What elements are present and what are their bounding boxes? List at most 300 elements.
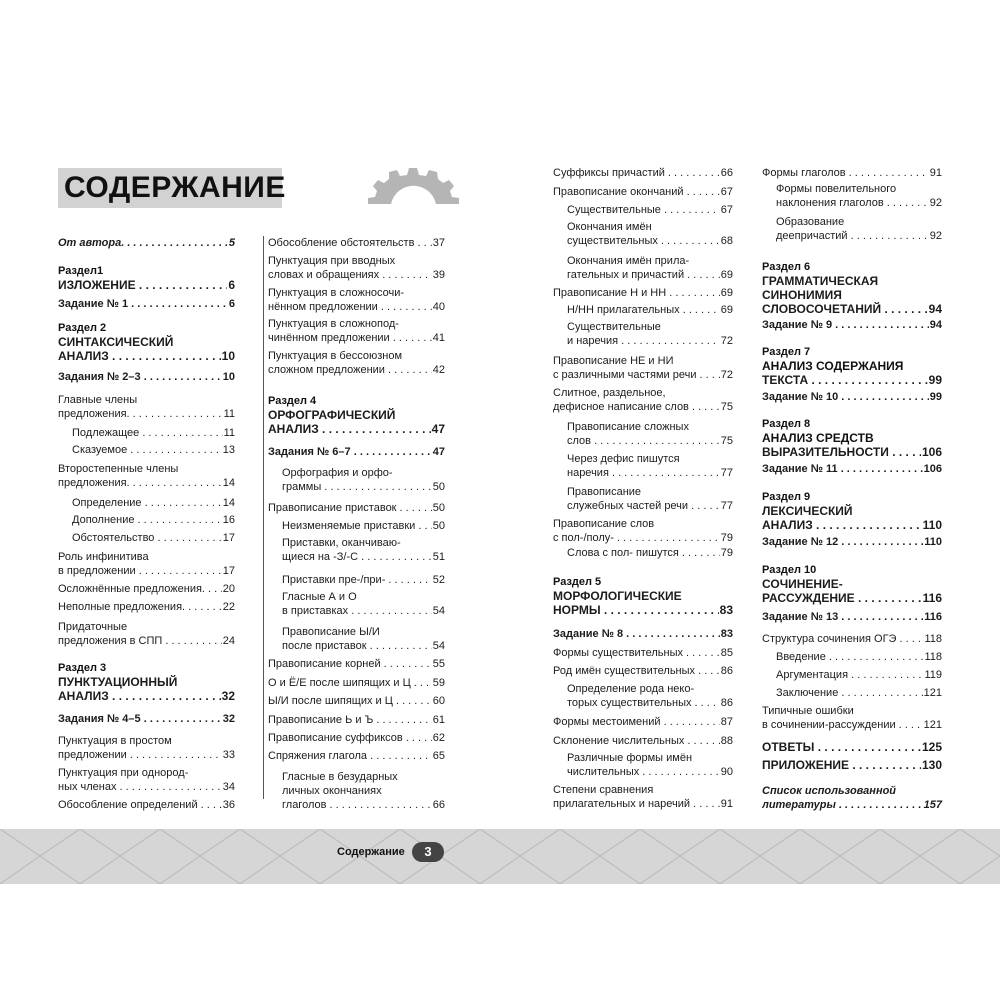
toc-page-number: 92 [929, 230, 942, 242]
toc-section-heading [58, 321, 235, 335]
toc-entry-text: граммы . . . [282, 480, 432, 494]
toc-page-number: 33 [222, 749, 235, 761]
toc-section-line: Раздел 7 [762, 346, 811, 358]
toc-entry-text: АНАЛИЗ . . . [268, 422, 431, 436]
toc-page-number: 61 [432, 714, 445, 726]
toc-entry-неполные-предложения[interactable] [58, 600, 235, 614]
toc-entry-text: Пунктуация в сложнопод- [268, 318, 399, 330]
toc-page-number: 41 [432, 332, 445, 344]
toc-entry-орфография-и-орфо[interactable] [282, 466, 445, 494]
toc-entry-н-нн-прилагательных[interactable] [567, 303, 733, 317]
toc-entry-задания-6-7[interactable] [268, 445, 445, 459]
toc-page-number: 40 [432, 301, 445, 313]
toc-entry-выразительности[interactable] [762, 445, 942, 459]
toc-page-number: 20 [222, 583, 235, 595]
toc-page-number: 87 [720, 716, 733, 728]
toc-page-number: 66 [432, 799, 445, 811]
toc-entry-формы-местоимений[interactable] [553, 715, 733, 729]
toc-entry-text: Окончания имён [567, 221, 652, 233]
toc-entry-text: ОТВЕТЫ . . . [762, 740, 921, 754]
toc-entry-ответы[interactable] [762, 740, 942, 754]
toc-page-number: 77 [720, 500, 733, 512]
footer-section-label: Содержание [337, 846, 405, 858]
toc-page-number: 34 [222, 781, 235, 793]
toc-page-number: 67 [720, 204, 733, 216]
toc-entry-задание-1[interactable] [58, 297, 235, 311]
toc-entry-text: Определение . . . [72, 496, 222, 510]
page-number-badge: 3 [412, 842, 444, 862]
toc-entry-text: в приставках . . . [282, 604, 432, 618]
toc-entry-осложнённые-предложения[interactable] [58, 582, 235, 596]
toc-entry-сочинение[interactable] [762, 577, 942, 605]
toc-section-line: Раздел 3 [58, 662, 107, 674]
toc-entry-орфографический[interactable] [268, 408, 445, 436]
toc-entry-задание-11[interactable] [762, 462, 942, 476]
toc-entry-пунктуация-в-простом[interactable] [58, 734, 235, 762]
toc-entry-text: Обособление обстоятельств . . . [268, 236, 432, 250]
toc-section-heading [762, 490, 942, 504]
toc-page-number: 16 [222, 514, 235, 526]
toc-entry-синтаксический[interactable] [58, 335, 235, 363]
toc-entry-пунктуационный[interactable] [58, 675, 235, 703]
page-title: СОДЕРЖАНИЕ [58, 168, 282, 208]
toc-entry-text: Правописание окончаний . . . [553, 185, 720, 199]
toc-entry-окончания-имён-прила[interactable] [567, 254, 733, 282]
toc-entry-text: предложения. . . . [58, 407, 223, 421]
toc-entry-подлежащее[interactable] [72, 426, 235, 440]
toc-page-number: 37 [432, 237, 445, 249]
toc-page-number: 54 [432, 605, 445, 617]
toc-entry-text: после приставок . . . [282, 639, 432, 653]
toc-entry-правописание[interactable] [567, 485, 733, 513]
toc-entry-text: нённом предложении . . . [268, 300, 432, 314]
toc-entry-главные-члены[interactable] [58, 393, 235, 421]
toc-entry-степени-сравнения[interactable] [553, 783, 733, 811]
toc-entry-изложение[interactable] [58, 278, 235, 292]
toc-entry-определение-рода-неко[interactable] [567, 682, 733, 710]
toc-entry-text: Гласные А и О [282, 591, 357, 603]
toc-entry-определение[interactable] [72, 496, 235, 510]
toc-entry-text: Неполные предложения. . . . [58, 600, 222, 614]
toc-page-number: 47 [432, 446, 445, 458]
toc-entry-пунктуация-в-сложнопод[interactable] [268, 317, 445, 345]
toc-section-heading [553, 575, 733, 589]
toc-page-number: 94 [928, 302, 942, 316]
toc-entry-неизменяемые-приставки[interactable] [282, 519, 445, 533]
toc-entry-text: Неизменяемые приставки . . . [282, 519, 432, 533]
toc-entry-text: слов . . . [567, 434, 720, 448]
toc-entry-пунктуация-при-вводных[interactable] [268, 254, 445, 282]
toc-page-number: 91 [929, 167, 942, 179]
toc-section-heading [762, 563, 942, 577]
toc-section-heading [762, 417, 942, 445]
toc-entry-приставки-оканчиваю[interactable] [282, 536, 445, 564]
toc-entry-text: словах и обращениях . . . [268, 268, 432, 282]
toc-entry-придаточные[interactable] [58, 620, 235, 648]
toc-entry-text: Н/НН прилагательных . . . [567, 303, 720, 317]
toc-entry-text: Роль инфинитива [58, 551, 149, 563]
toc-page-number: 50 [432, 481, 445, 493]
toc-entry-text: Задание № 11 . . . [762, 462, 923, 476]
toc-entry-формы-глаголов[interactable] [762, 166, 942, 180]
toc-entry-text: Различные формы имён [567, 752, 693, 764]
toc-page-number: 75 [720, 401, 733, 413]
toc-entry-text: Задания № 4–5 . . . [58, 712, 222, 726]
toc-entry-от-автора[interactable] [58, 236, 235, 250]
toc-entry-text: наклонения глаголов . . . [776, 196, 929, 210]
toc-entry-формы-повелительного[interactable] [776, 182, 942, 210]
toc-entry-text: Слова с пол- пишутся . . . [567, 546, 720, 560]
toc-section-line: Раздел 2 [58, 322, 107, 334]
toc-entry-text: Второстепенные члены [58, 463, 179, 475]
toc-page-number: 130 [921, 758, 942, 772]
toc-page-number: 6 [228, 298, 235, 310]
toc-page-number: 85 [720, 647, 733, 659]
toc-entry-text: РАССУЖДЕНИЕ . . . [762, 591, 922, 605]
toc-page-number: 72 [720, 335, 733, 347]
toc-page-number: 14 [222, 477, 235, 489]
toc-entry-задание-13[interactable] [762, 610, 942, 624]
toc-entry-text: Задание № 10 . . . [762, 390, 929, 404]
toc-entry-слова-с-пол-пишутся[interactable] [567, 546, 733, 560]
toc-section-line: Раздел1 [58, 265, 104, 277]
toc-entry-text: Задание № 13 . . . [762, 610, 923, 624]
toc-page-number: 88 [720, 735, 733, 747]
toc-entry-спряжения-глагола[interactable] [268, 749, 445, 763]
toc-entry-text: предложения в СПП . . . [58, 634, 222, 648]
toc-entry-text: Степени сравнения [553, 784, 654, 796]
toc-entry-text: Правописание Ы/И [282, 626, 380, 638]
toc-entry-text: Правописание сложных [567, 421, 689, 433]
toc-page-number: 99 [929, 391, 942, 403]
toc-entry-text: ГРАММАТИЧЕСКАЯ [762, 274, 879, 288]
toc-entry-ы-и-после-шипящих-и-ц[interactable] [268, 694, 445, 708]
toc-entry-задание-10[interactable] [762, 390, 942, 404]
toc-entry-text: Аргументация . . . [776, 668, 923, 682]
toc-page-number: 106 [923, 463, 942, 475]
toc-entry-о-и-ё-е-после-шипящих-и-ц[interactable] [268, 676, 445, 690]
toc-page-number: 10 [221, 349, 235, 363]
toc-entry-существительные[interactable] [567, 320, 733, 348]
toc-page-number: 24 [222, 635, 235, 647]
toc-page-number: 118 [924, 651, 942, 663]
toc-entry-text: Задание № 8 . . . [553, 627, 720, 641]
toc-page-number: 106 [921, 445, 942, 459]
toc-page-number: 69 [720, 287, 733, 299]
toc-entry-text: Ы/И после шипящих и Ц . . . [268, 694, 432, 708]
toc-entry-text: Осложнённые предложения. . . . [58, 582, 222, 596]
toc-entry-text: АНАЛИЗ . . . [58, 689, 221, 703]
toc-entry-text: АНАЛИЗ . . . [762, 518, 922, 532]
toc-page-number: 22 [222, 601, 235, 613]
toc-entry-text: Придаточные [58, 621, 128, 633]
toc-entry-текста[interactable] [762, 373, 942, 387]
toc-entry-обстоятельство[interactable] [72, 531, 235, 545]
toc-page-number: 86 [720, 665, 733, 677]
toc-entry-правописание-ь-и-ъ[interactable] [268, 713, 445, 727]
toc-page-number: 32 [222, 713, 235, 725]
toc-page-number: 77 [720, 467, 733, 479]
toc-entry-text: Задание № 1 . . . [58, 297, 228, 311]
toc-entry-правописание-окончаний[interactable] [553, 185, 733, 199]
toc-page-number: 54 [432, 640, 445, 652]
toc-entry-text: Гласные в безударных [282, 771, 398, 783]
toc-entry-text: сложном предложении . . . [268, 363, 432, 377]
toc-section-line: Раздел 6 [762, 261, 811, 273]
toc-page-number: 67 [720, 186, 733, 198]
toc-entry-text: О и Ё/Е после шипящих и Ц . . . [268, 676, 432, 690]
toc-page-number: 75 [720, 435, 733, 447]
toc-entry-text: предложения. . . . [58, 476, 222, 490]
toc-entry-структура-сочинения-огэ[interactable] [762, 632, 942, 646]
toc-page-number: 110 [924, 536, 942, 548]
toc-entry-правописание-слов[interactable] [553, 517, 733, 545]
toc-entry-text: гательных и причастий . . . [567, 268, 720, 282]
toc-section-line: Раздел 9 [762, 491, 811, 503]
toc-page-number: 32 [221, 689, 235, 703]
toc-entry-список-использованной[interactable] [762, 784, 942, 812]
toc-page-number: 42 [432, 364, 445, 376]
toc-entry-text: Обстоятельство . . . [72, 531, 222, 545]
toc-entry-text: ПРИЛОЖЕНИЕ . . . [762, 758, 921, 772]
toc-page-number: 69 [720, 304, 733, 316]
toc-entry-text: Суффиксы причастий . . . [553, 166, 720, 180]
toc-section-heading [762, 345, 942, 373]
toc-entry-гласные-в-безударных[interactable] [282, 770, 445, 812]
toc-page-number: 65 [432, 750, 445, 762]
toc-entry-text: Главные члены [58, 394, 138, 406]
toc-entry-text: Список использованной [762, 785, 897, 797]
toc-entry-окончания-имён[interactable] [567, 220, 733, 248]
toc-entry-правописание-корней[interactable] [268, 657, 445, 671]
toc-page-number: 157 [923, 799, 942, 811]
toc-page-number: 5 [228, 237, 235, 249]
toc-entry-правописание-н-и-нн[interactable] [553, 286, 733, 300]
toc-entry-суффиксы-причастий[interactable] [553, 166, 733, 180]
toc-section-line: Раздел 4 [268, 395, 317, 407]
toc-page-number: 60 [432, 695, 445, 707]
toc-entry-text: НОРМЫ . . . [553, 603, 719, 617]
toc-entry-text: Определение рода неко- [567, 683, 695, 695]
toc-entry-типичные-ошибки[interactable] [762, 704, 942, 732]
toc-entry-правописание-суффиксов[interactable] [268, 731, 445, 745]
toc-section-heading [762, 260, 942, 274]
toc-entry-задание-9[interactable] [762, 318, 942, 332]
toc-page-number: 119 [924, 669, 942, 681]
toc-entry-text: Образование [776, 216, 845, 228]
toc-section-line: Раздел 10 [762, 564, 817, 576]
toc-page-number: 62 [432, 732, 445, 744]
toc-entry-text: Формы местоимений . . . [553, 715, 720, 729]
toc-page-number: 10 [222, 371, 235, 383]
toc-entry-text: существительных . . . [567, 234, 720, 248]
toc-page-number: 6 [228, 278, 235, 292]
toc-entry-text: Приставки пре-/при- . . . [282, 573, 432, 587]
toc-entry-гласные-а-и-о[interactable] [282, 590, 445, 618]
toc-page-number: 72 [720, 369, 733, 381]
toc-section-line: АНАЛИЗ СОДЕРЖАНИЯ [762, 359, 904, 373]
footer-pattern [0, 829, 1000, 884]
toc-page-number: 121 [923, 687, 942, 699]
toc-page-number: 66 [720, 167, 733, 179]
toc-entry-пунктуация-при-однород[interactable] [58, 766, 235, 794]
toc-entry-text: прилагательных и наречий . . . [553, 797, 720, 811]
toc-entry-text: Орфография и орфо- [282, 467, 393, 479]
toc-entry-образование[interactable] [776, 215, 942, 243]
toc-entry-text: Правописание слов [553, 518, 655, 530]
toc-entry-text: Задание № 12 . . . [762, 535, 923, 549]
toc-entry-text: Род имён существительных . . . [553, 664, 720, 678]
toc-entry-правописание-сложных[interactable] [567, 420, 733, 448]
toc-entry-text: щиеся на -З/-С . . . [282, 550, 432, 564]
toc-entry-text: Дополнение . . . [72, 513, 222, 527]
toc-entry-заключение[interactable] [776, 686, 942, 700]
toc-entry-text: ВЫРАЗИТЕЛЬНОСТИ . . . [762, 445, 921, 459]
toc-entry-text: Формы повелительного [776, 183, 897, 195]
toc-entry-морфологические[interactable] [553, 589, 733, 617]
toc-entry-задание-12[interactable] [762, 535, 942, 549]
toc-entry-text: Введение . . . [776, 650, 923, 664]
toc-page-number: 99 [928, 373, 942, 387]
toc-entry-пунктуация-в-бессоюзном[interactable] [268, 349, 445, 377]
toc-page-number: 13 [222, 444, 235, 456]
toc-entry-text: глаголов . . . [282, 798, 432, 812]
toc-entry-text: деепричастий . . . [776, 229, 929, 243]
toc-entry-text: Пунктуация в бессоюзном [268, 350, 403, 362]
toc-page-number: 79 [720, 532, 733, 544]
toc-entry-приложение[interactable] [762, 758, 942, 772]
toc-entry-text: наречия . . . [567, 466, 720, 480]
toc-entry-правописание-не-и-ни[interactable] [553, 354, 733, 382]
toc-section-heading [268, 394, 445, 408]
toc-page-number: 90 [720, 766, 733, 778]
toc-entry-text: Пунктуация при вводных [268, 255, 396, 267]
toc-entry-text: Задания № 2–3 . . . [58, 370, 222, 384]
toc-entry-text: Сказуемое . . . [72, 443, 222, 457]
toc-page-number: 110 [922, 518, 942, 532]
toc-page-number: 116 [924, 611, 942, 623]
toc-entry-text: торых существительных . . . [567, 696, 720, 710]
toc-page-number: 83 [719, 603, 733, 617]
toc-entry-грамматическая[interactable] [762, 274, 942, 316]
toc-page-number: 17 [222, 532, 235, 544]
toc-entry-text: Приставки, оканчиваю- [282, 537, 401, 549]
toc-entry-обособление-определений[interactable] [58, 798, 235, 812]
toc-entry-text: дефисное написание слов . . . [553, 400, 720, 414]
toc-page-number: 50 [432, 520, 445, 532]
toc-entry-задание-8[interactable] [553, 627, 733, 641]
toc-entry-text: СЛОВОСОЧЕТАНИЙ . . . [762, 302, 928, 316]
toc-page-number: 39 [432, 269, 445, 281]
toc-page-number: 14 [222, 497, 235, 509]
toc-page-number: 118 [924, 633, 942, 645]
toc-entry-существительные[interactable] [567, 203, 733, 217]
toc-entry-различные-формы-имён[interactable] [567, 751, 733, 779]
toc-entry-text: предложении . . . [58, 748, 222, 762]
toc-entry-обособление-обстоятельств[interactable] [268, 236, 445, 250]
toc-entry-text: От автора. . . . [58, 236, 228, 250]
toc-page-number: 50 [432, 502, 445, 514]
toc-entry-text: в предложении . . . [58, 564, 222, 578]
toc-entry-введение[interactable] [776, 650, 942, 664]
toc-page-number: 91 [720, 798, 733, 810]
toc-entry-пунктуация-в-сложносочи[interactable] [268, 286, 445, 314]
toc-page-number: 116 [922, 591, 942, 605]
toc-entry-text: с различными частями речи . . . [553, 368, 720, 382]
toc-entry-роль-инфинитива[interactable] [58, 550, 235, 578]
toc-page-number: 86 [720, 697, 733, 709]
toc-entry-формы-существительных[interactable] [553, 646, 733, 660]
toc-section-line: Раздел 8 [762, 418, 811, 430]
toc-page-number: 69 [720, 269, 733, 281]
toc-entry-text: в сочинении-рассуждении . . . [762, 718, 923, 732]
toc-entry-text: СИНОНИМИЯ [762, 288, 842, 302]
toc-section-line: АНАЛИЗ СРЕДСТВ [762, 431, 874, 445]
toc-entry-род-имён-существительных[interactable] [553, 664, 733, 678]
toc-entry-лексический[interactable] [762, 504, 942, 532]
toc-entry-text: Склонение числительных . . . [553, 734, 720, 748]
toc-entry-text: Заключение . . . [776, 686, 923, 700]
toc-entry-text: Формы глаголов . . . [762, 166, 929, 180]
toc-entry-правописание-ы-и[interactable] [282, 625, 445, 653]
toc-entry-сказуемое[interactable] [72, 443, 235, 457]
toc-entry-text: Существительные [567, 321, 661, 333]
toc-page-number: 92 [929, 197, 942, 209]
toc-entry-text: литературы . . . [762, 798, 923, 812]
toc-entry-text: Через дефис пишутся [567, 453, 680, 465]
toc-entry-правописание-приставок[interactable] [268, 501, 445, 515]
toc-page-number: 51 [432, 551, 445, 563]
toc-entry-text: Правописание суффиксов . . . [268, 731, 432, 745]
toc-entry-text: Правописание приставок . . . [268, 501, 432, 515]
toc-entry-задания-2-3[interactable] [58, 370, 235, 384]
toc-entry-дополнение[interactable] [72, 513, 235, 527]
toc-page-number: 125 [921, 740, 942, 754]
toc-entry-через-дефис-пишутся[interactable] [567, 452, 733, 480]
toc-entry-text: ОРФОГРАФИЧЕСКИЙ [268, 408, 396, 422]
toc-entry-text: служебных частей речи . . . [567, 499, 720, 513]
toc-entry-text: АНАЛИЗ . . . [58, 349, 221, 363]
toc-entry-text: Задания № 6–7 . . . [268, 445, 432, 459]
toc-entry-text: Формы существительных . . . [553, 646, 720, 660]
toc-entry-text: Окончания имён прила- [567, 255, 690, 267]
toc-entry-text: МОРФОЛОГИЧЕСКИЕ [553, 589, 682, 603]
toc-page-number: 83 [720, 628, 733, 640]
toc-page-number: 52 [432, 574, 445, 586]
toc-entry-text: Пунктуация в простом [58, 735, 172, 747]
toc-entry-text: числительных . . . [567, 765, 720, 779]
toc-entry-text: ПУНКТУАЦИОННЫЙ [58, 675, 178, 689]
toc-page-number: 47 [431, 422, 445, 436]
toc-entry-text: ИЗЛОЖЕНИЕ . . . [58, 278, 227, 292]
toc-page-number: 94 [929, 319, 942, 331]
toc-entry-text: Слитное, раздельное, [553, 387, 666, 399]
toc-entry-приставки-пре-при[interactable] [282, 573, 445, 587]
toc-entry-text: чинённом предложении . . . [268, 331, 432, 345]
toc-entry-аргументация[interactable] [776, 668, 942, 682]
toc-page-number: 11 [223, 408, 235, 420]
toc-entry-text: личных окончаниях [282, 785, 382, 797]
toc-entry-слитное-раздельное[interactable] [553, 386, 733, 414]
toc-section-heading [58, 661, 235, 675]
toc-entry-задания-4-5[interactable] [58, 712, 235, 726]
toc-entry-text: Пунктуация при однород- [58, 767, 189, 779]
toc-entry-второстепенные-члены[interactable] [58, 462, 235, 490]
toc-entry-text: ТЕКСТА . . . [762, 373, 928, 387]
footer-band [0, 829, 1000, 884]
toc-entry-склонение-числительных[interactable] [553, 734, 733, 748]
toc-page-number: 59 [432, 677, 445, 689]
